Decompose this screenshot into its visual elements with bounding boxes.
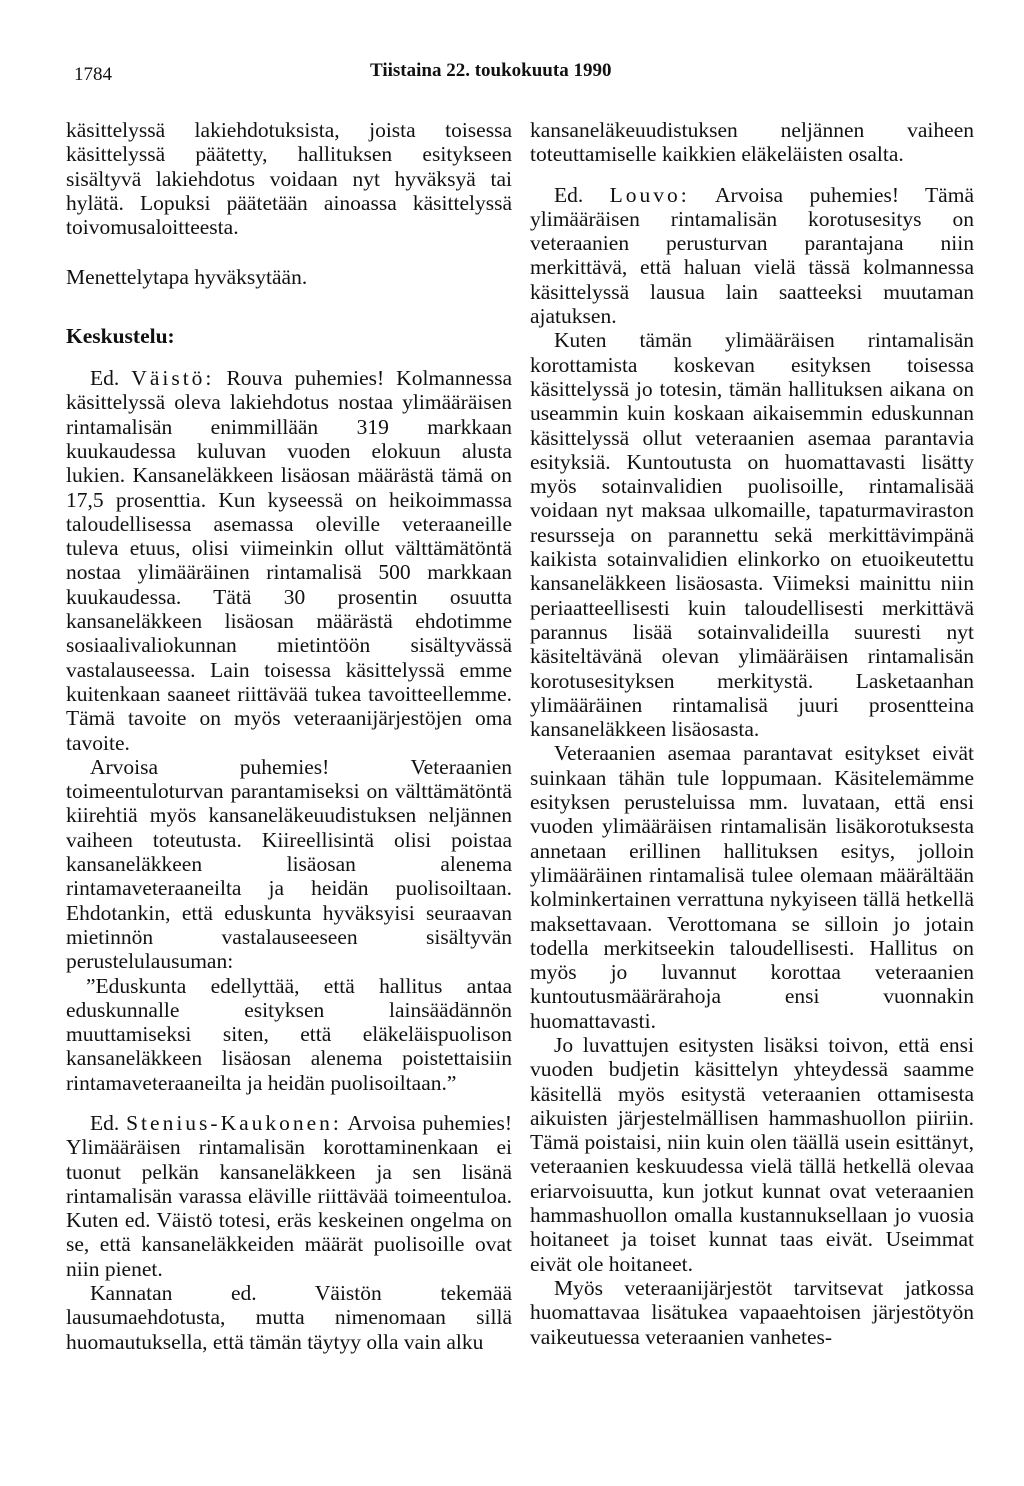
speech-text: Arvoisa puhemies! Tämä ylimääräisen rintamalisän korotusesitys on veteraanien perusturvan parantajana niin merkittävä, että haluan vielä tässä kolmannessa käsittelyssä lausua lain saatteeksi muutaman ajatuksen.	[530, 182, 974, 329]
speech-paragraph: Kuten tämän ylimääräisen rintamalisän korottamista koskevan esityksen toisessa käsittelyssä jo totesin, tämän hallituksen aikana on useammin kuin koskaan aikaisemmin eduskunnan käsittelyssä ollut veteraanien asemaa parantavia esityksiä. Kuntoutusta on huomattavasti lisätty myös sotainvalidien puolisoille, rintamalisää voidaan nyt maksaa ulkomaille, tapaturmaviraston resursseja on parannettu sekä merkittävimpänä kaikista sotainvalidien elinkorko on etuoikeutettu kansaneläkkeen lisäosasta. Viimeksi mainittu niin periaatteellisesti kuin taloudellisesti merkittävä parannus lisää sotainvalideilla suuresti nyt käsiteltävänä olevan ylimääräisen rintamalisän korotusesityksen merkitystä. Lasketaanhan ylimääräinen rintamalisä juuri prosentteina kansaneläkkeen lisäosasta.	[530, 328, 974, 742]
page-number: 1784	[74, 64, 112, 85]
speech-paragraph: Jo luvattujen esitysten lisäksi toivon, että ensi vuoden budjetin käsittelyn yhteydessä saamme käsitellä myös esitystä veteraanien ottamisesta aikuisten järjestelmällisen hammashuollon piiriin. Tämä poistaisi, niin kuin olen täällä usein esittänyt, veteraanien keskuudessa vielä tällä hetkellä olevaa eriarvoisuutta, kun jotkut kunnat ovat veteraanien hammashuollon omalla kustannuksellaan jo vuosia hoitaneet ja toiset kunnat taas eivät. Useimmat eivät ole hoitaneet.	[530, 1032, 974, 1276]
speech-louvo	[530, 183, 974, 329]
left-column	[66, 118, 512, 1354]
speaker-name: Stenius-Kaukonen:	[126, 1110, 342, 1135]
speech-vaisto	[66, 366, 512, 755]
right-column	[530, 118, 974, 1349]
discussion-heading: Keskustelu:	[66, 323, 175, 348]
speech-paragraph: Kannatan ed. Väistön tekemää lausumaehdotusta, mutta nimenomaan sillä huomautuksella, että tämän täytyy olla vain alku	[66, 1281, 512, 1354]
speech-stenius-kaukonen	[66, 1111, 512, 1281]
running-head-date: Tiistaina 22. toukokuuta 1990	[370, 60, 612, 81]
speech-text: Arvoisa puhemies! Ylimääräisen rintamalisän korottaminenkaan ei tuonut pelkän kansaneläkkeen ja sen lisänä rintamalisän varassa eläville riittävää toimeentuloa. Kuten ed. Väistö totesi, eräs keskeinen ongelma on se, että kansaneläkkeiden määrät puolisoille ovat niin pienet.	[66, 1110, 512, 1281]
intro-paragraph: käsittelyssä lakiehdotuksista, joista toisessa käsittelyssä päätetty, hallituksen esitykseen sisältyvä lakiehdotus voidaan nyt hyväksyä tai hylätä. Lopuksi päätetään ainoassa käsittelyssä toivomusaloitteesta.	[66, 118, 512, 240]
speech-text: Rouva puhemies! Kolmannessa käsittelyssä oleva lakiehdotus nostaa ylimääräisen rintamalisän enimmillään 319 markkaan kuukaudessa kuluvan vuoden elokuun alusta lukien. Kansaneläkkeen lisäosan määrästä tämä on 17,5 prosenttia. Kun kyseessä on heikoimmassa taloudellisessa asemassa oleville veteraaneille tuleva etuus, olisi viimeinkin ollut välttämätöntä nostaa ylimääräinen rintamalisä 500 markkaan kuukaudessa. Tätä 30 prosentin osuutta kansaneläkkeen lisäosan määrästä ehdotimme sosiaalivaliokunnan mietintöön sisältyvässä vastalauseessa. Lain toisessa käsittelyssä emme kuitenkaan saaneet riittävää tukea tavoitteellemme. Tämä tavoite on myös veteraanijärjestöjen oma tavoite.	[66, 366, 513, 755]
proposed-statement-quote: ”Eduskunta edellyttää, että hallitus antaa eduskunnalle esityksen lainsäädännön muuttamiseksi siten, että eläkeläispuolison kansaneläkkeen lisäosan alenema poistettaisiin rintamaveteraaneilta ja heidän puolisoiltaan.”	[66, 973, 512, 1095]
speech-paragraph: Arvoisa puhemies! Veteraanien toimeentuloturvan parantamiseksi on välttämätöntä kiirehtiä myös kansaneläkeuudistuksen neljännen vaiheen toteutusta. Kiireellisintä olisi poistaa kansaneläkkeen lisäosan alenema rintamaveteraaneilta ja heidän puolisoiltaan. Ehdotankin, että eduskunta hyväksyisi seuraavan mietinnön vastalauseeseen sisältyvän perustelulausuman:	[66, 754, 512, 974]
speaker-name: Väistö:	[131, 366, 215, 391]
speaker-name: Louvo:	[609, 182, 690, 207]
procedure-line: Menettelytapa hyväksytään.	[66, 265, 308, 290]
speaker-prefix: Ed.	[90, 366, 120, 391]
speaker-prefix: Ed.	[90, 1110, 120, 1135]
speech-paragraph: Veteraanien asemaa parantavat esitykset eivät suinkaan tähän tule loppumaan. Käsitelemämme esityksen perusteluissa mm. luvataan, että ensi vuoden ylimääräisen rintamalisän lisäkorotuksesta annetaan erillinen hallituksen esitys, jolloin ylimääräinen rintamalisä tulee olemaan määrältään kolminkertainen verrattuna nykyiseen tällä hetkellä maksettavaan. Verottomana se silloin jo jotain todella merkitseekin taloudellisesti. Hallitus on myös jo luvannut korottaa veteraanien kuntoutusmäärärahoja ensi vuonnakin huomattavasti.	[530, 741, 974, 1033]
continuation-paragraph: kansaneläkeuudistuksen neljännen vaiheen toteuttamiselle kaikkien eläkeläisten osalta.	[530, 118, 974, 167]
speaker-prefix: Ed.	[554, 182, 584, 207]
speech-paragraph: Myös veteraanijärjestöt tarvitsevat jatkossa huomattavaa lisätukea vapaaehtoisen järjestötyön vaikeutuessa veteraanien vanhetes-	[530, 1275, 974, 1349]
